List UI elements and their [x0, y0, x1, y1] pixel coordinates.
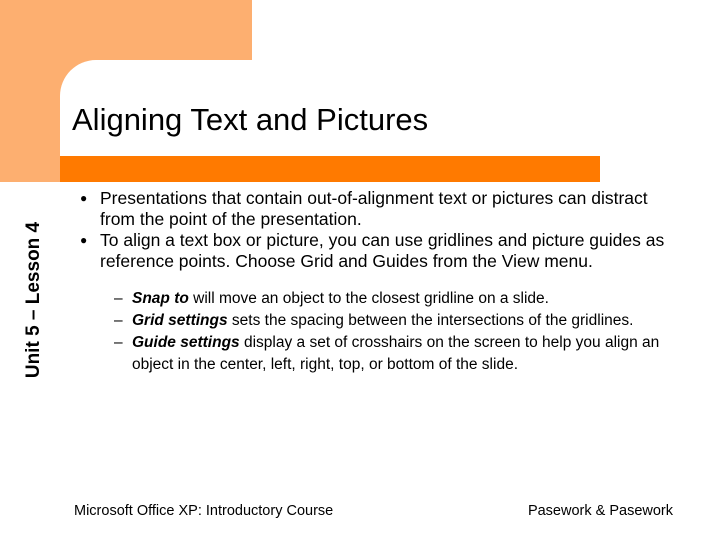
bullet-dot-icon: ●: [80, 233, 88, 247]
bullet-text: To align a text box or picture, you can use gridlines and picture guides as reference points. Choose Grid and Guides from the View menu.: [100, 230, 665, 271]
sub-bullet-item: [114, 288, 668, 310]
title-underline-bar: [60, 156, 600, 182]
dash-icon: –: [114, 312, 123, 329]
slide-content: [78, 188, 668, 376]
bullet-dot-icon: ●: [80, 191, 88, 205]
slide-title: Aligning Text and Pictures: [72, 102, 429, 137]
dash-icon: –: [114, 334, 123, 351]
bullet-text: Presentations that contain out-of-alignment text or pictures can distract from the point of the presentation.: [100, 188, 648, 229]
sub-bullet-text: display a set of crosshairs on the screen to help you align an object in the center, left, right, top, or bottom of the slide.: [132, 334, 660, 373]
sub-bullet-term: Guide settings: [132, 334, 240, 351]
sub-bullet-item: [114, 310, 668, 332]
sub-bullet-text: sets the spacing between the intersections of the gridlines.: [227, 312, 634, 329]
sub-bullet-list: [114, 288, 668, 376]
footer-course-title: Microsoft Office XP: Introductory Course: [74, 503, 334, 519]
sub-bullet-item: [114, 332, 668, 376]
footer-authors: Pasework & Pasework: [527, 503, 673, 519]
bullet-item: [78, 230, 668, 272]
side-lesson-label: Unit 5 – Lesson 4: [23, 221, 44, 379]
dash-icon: –: [114, 290, 123, 307]
sub-bullet-term: Snap to: [132, 290, 189, 307]
sub-bullet-text: will move an object to the closest gridline on a slide.: [188, 290, 549, 307]
sub-bullet-term: Grid settings: [132, 312, 228, 329]
bullet-item: [78, 188, 668, 230]
